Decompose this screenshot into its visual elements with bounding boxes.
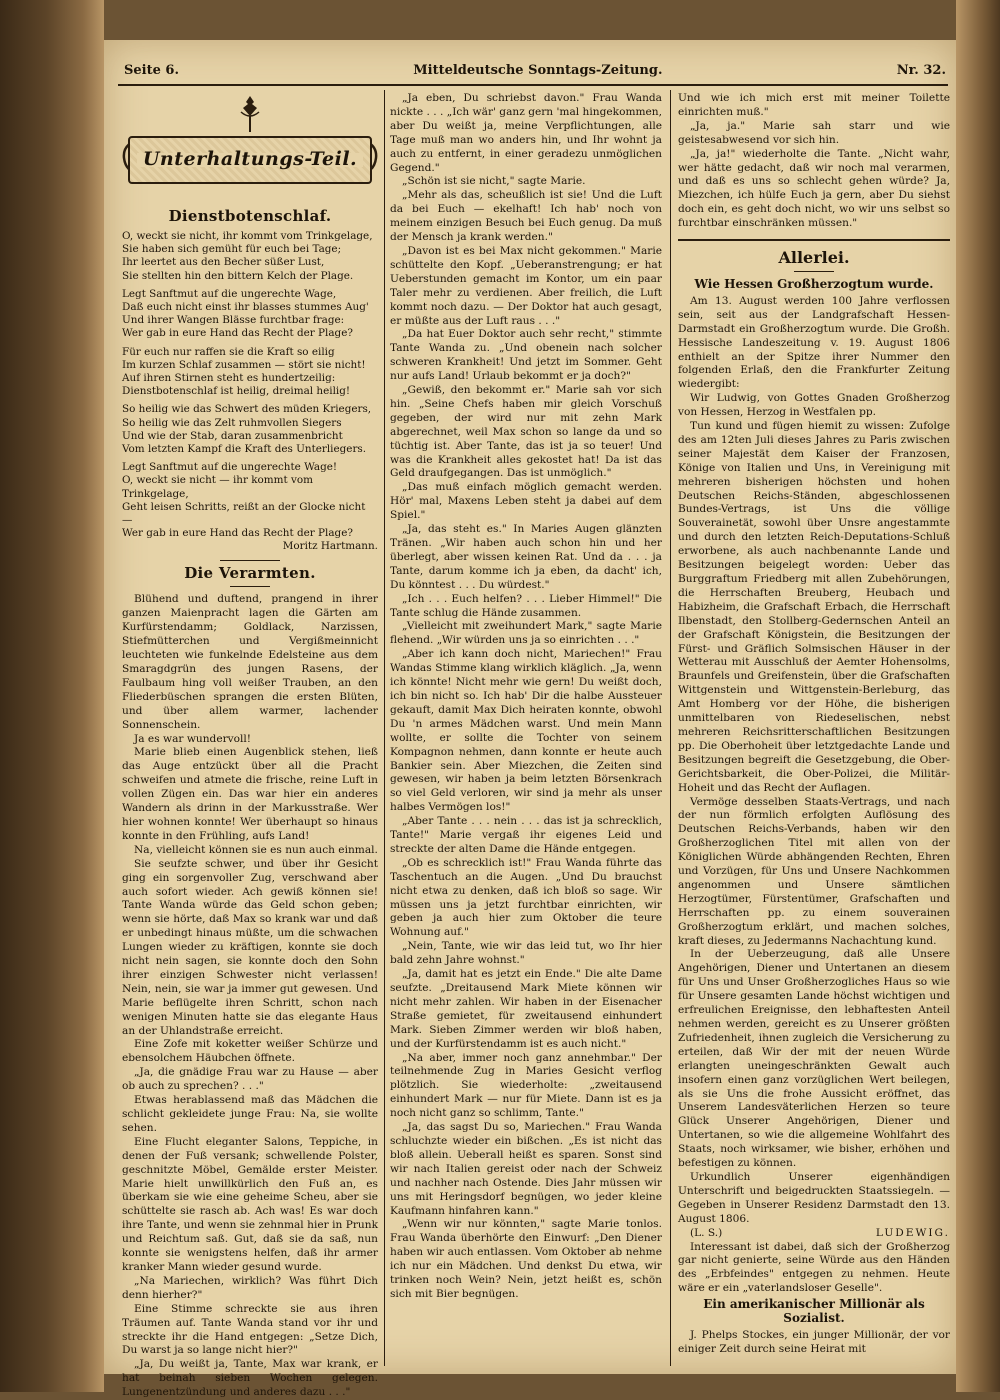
story-paragraph: Eine Stimme schreckte sie aus ihren Träumen auf. Tante Wanda stand vor ihr und streckte ihr die Hand entgegen: „Setze Dich, Du warst ja so lange nicht hier?" bbox=[122, 1302, 378, 1357]
story-paragraph: „Ich . . . Euch helfen? . . . Lieber Himmel!" Die Tante schlug die Hände zusammen. bbox=[390, 592, 662, 619]
page-edge bbox=[956, 0, 1000, 1392]
story-paragraph: „Wenn wir nur könnten," sagte Marie tonlos. Frau Wanda überhörte den Einwurf: „Den Diener haben wir auch entlassen. Vom Oktober ab nehme ich nur ein Mädchen. Und denkst Du etwa, wir trinken noch Wein? Nein, jetzt heißt es, schön sich mit Bier begnügen. bbox=[390, 1218, 662, 1300]
story-paragraph: „Mehr als das, scheußlich ist sie! Und die Luft da bei Euch — ekelhaft! Ich hab' noch von meinem einzigen Besuch bei Euch genug. Da muß der Mensch ja krank werden." bbox=[390, 189, 662, 244]
poem-line: So heilig wie das Schwert des müden Kriegers, bbox=[122, 403, 372, 416]
story-paragraph: „Ja, das sagst Du so, Mariechen." Frau Wanda schluchzte wieder ein bißchen. „Es ist nicht das bloß allein. Ueberall heißt es sparen. Sonst sind wir nach Italien gereist oder nach der Schweiz und nachher nach Ostende. Dies Jahr müssen wir uns mit Heringsdorf begnügen, wo jeder kleine Kaufmann hinfahren kann." bbox=[390, 1121, 662, 1217]
poem-title: Dienstbotenschlaf. bbox=[168, 207, 332, 225]
story-paragraph: „Ob es schrecklich ist!" Frau Wanda führte das Taschentuch an die Augen. „Und Du brauchst nicht etwa zu denken, daß ich bloß so sage. Wir müssen uns ja jetzt furchtbar einrichten, wir geben ja auch hier zum Oktober die teure Wohnung auf." bbox=[390, 856, 662, 939]
story-paragraph: „Na Mariechen, wirklich? Was führt Dich denn hierher?" bbox=[122, 1274, 378, 1301]
column-2 bbox=[390, 92, 662, 1366]
story-paragraph: Eine Flucht eleganter Salons, Teppiche, in denen der Fuß versank; schwellende Polster, geschnitzte Möbel, Gemälde erster Meister. Marie hielt unwillkürlich den Fuß an, es überkam sie wie eine geheime Scheu, aber sie schüttelte sie rasch ab. Ach was! Es war doch ihre Tante, und wenn sie zehnmal hier in Prunk und Reichtum saß. Gut, daß sie da saß, nun konnte sie wenigstens helfen, daß ihr armer kranker Mann wieder gesund wurde. bbox=[122, 1135, 378, 1273]
poem-line: Im kurzen Schlaf zusammen — stört sie nicht! bbox=[122, 358, 366, 371]
story-paragraph: „Das muß einfach möglich gemacht werden. Hör' mal, Maxens Leben steht ja dabei auf dem Spiel." bbox=[390, 481, 662, 522]
story-paragraph: „Ja eben, Du schriebst davon." Frau Wanda nickte . . . „Ich wär' ganz gern 'mal hingekommen, aber Du weißt ja, meine Verpflichtungen, alle Tage muß man wo anders hin, und Ihr wohnt ja auch zu entfernt, in einer geradezu unmöglichen Gegend." bbox=[390, 92, 662, 174]
newspaper-page bbox=[104, 40, 956, 1399]
poem-line: O, weckt sie nicht, ihr kommt vom Trinkgelage, bbox=[122, 229, 373, 242]
poem-stanza bbox=[122, 288, 378, 341]
section-divider bbox=[220, 560, 280, 561]
title-underline bbox=[230, 586, 270, 587]
poem-line: Sie stellten hin den bittern Kelch der Plage. bbox=[122, 269, 354, 282]
signature: LUDEWIG. bbox=[875, 1226, 950, 1239]
poem-line: Legt Sanftmut auf die ungerechte Wage! bbox=[122, 461, 338, 474]
article-paragraph: Interessant ist dabei, daß sich der Großherzog gar nicht genierte, seine Würde aus den Händen des „Erbfeindes" entgegen zu nehmen. Heute wäre er ein „vaterlandsloser Geselle". bbox=[678, 1240, 950, 1295]
header-rule bbox=[118, 84, 948, 86]
article-paragraph: In der Ueberzeugung, daß alle Unsere Angehörigen, Diener und Untertanen an diesem für Uns und Unser Großherzogliches Haus so wie für Unsere gesamten Lande höchst wichtigen und erfreulichen Ereignisse, den lebhaftesten Anteil nehmen werden, gereicht es zu Unserer größten Zufriedenheit, ihnen zugleich die Versicherung zu erteilen, daß Wir der mit der neuen Würde erlangten uneingeschränkten Gewalt auch insofern einen ganz vorzüglichen Wert beilegen, als sie Uns die frohe Aussicht eröffnet, das Unserem Landesväterlichen Herzen so teure Glück Unserer Angehörigen, Diener und Untertanen, so wie die allgemeine Wohlfahrt des Staats, noch wirksamer, wie bisher, erhöhen und befestigen zu können. bbox=[678, 948, 950, 1170]
column-rule-1 bbox=[384, 90, 385, 1366]
section-banner bbox=[122, 92, 378, 204]
issue-number: Nr. 32. bbox=[896, 62, 946, 78]
story-paragraph: Sie seufzte schwer, und über ihr Gesicht ging ein sorgenvoller Zug, verschwand aber auch sofort wieder. Ach gewiß können sie! Tante Wanda würde das Geld schon geben; wenn sie hörte, daß Max so krank war und daß er unbedingt hinaus müßte, um die schwachen Lungen wieder zu kräftigen, konnte sie doch nicht nein sagen, sie konnte doch den Sohn ihrer einzigen Schwester nicht verlassen! Nein, nein, sie war ja immer gut gewesen. Und Marie beflügelte ihren Schritt, schon nach wenigen Minuten hatte sie das elegante Haus an der Uhlandstraße erreicht. bbox=[122, 857, 378, 1037]
article-paragraph: Tun kund und fügen hiemit zu wissen: Zufolge des am 12ten Juli dieses Jahres zu Paris zwischen seiner Majestät dem Kaiser der Franzosen, Könige von Italien und Uns, in Vereinigung mit mehreren bisherigen höchsten und hohen Deutschen Reichs-Ständen, abgeschlossenen Bundes-Vertrags, ist Uns die völlige Souverainetät, sowohl über Unsre angestammte und durch den letzten Reich-Deputations-Schluß erworbene, als auch nachbenannte Lande und Besitzungen beigelegt worden: Ueber das Burggraftum Friedberg mit allen Zubehörungen, die Herrschaften Breuberg, Heubach und Habizheim, die Grafschaft Erbach, die Herrschaft Ilbenstadt, den Stollberg-Gedernschen Anteil an der Grafschaft Königstein, die Besitzungen der Fürst- und Gräflich Solmsischen Häuser in der Wetterau mit Ausschluß der Aemter Hohensolms, Braunfels und Greifenstein, über die Grafschaften Wittgenstein und Wittgenstein-Berleburg, das Amt Homberg vor der Höhe, die bisherigen unmittelbaren von Riedeselischen, nebst mehreren Reichsritterschaftlichen Besitzungen pp. Die Oberhoheit über letztgedachte Lande und Besitzungen begreift die Gesetzgebung, die Ober-Gerichtsbarkeit, die Ober-Polizei, die Militär-Hoheit und das Recht der Auflagen. bbox=[678, 420, 950, 794]
story-paragraph: „Ja, die gnädige Frau war zu Hause — aber ob auch zu sprechen? . . ." bbox=[122, 1066, 378, 1093]
poem-line: Und ihrer Wangen Blässe furchtbar frage: bbox=[122, 314, 345, 327]
poem-line: Daß euch nicht einst ihr blasses stummes Aug' bbox=[122, 300, 369, 313]
poem-line: Sie haben sich gemüht für euch bei Tage; bbox=[122, 243, 342, 256]
story-paragraph: „Na aber, immer noch ganz annehmbar." Der teilnehmende Zug in Maries Gesicht verflog plötzlich. Sie wiederholte: „zweitausend einhundert Mark — nur für Miete. Dann ist es ja noch nicht ganz so schlimm, Tante." bbox=[390, 1051, 662, 1120]
poem-line: Dienstbotenschlaf ist heilig, dreimal heilig! bbox=[122, 385, 351, 398]
article-paragraph: Urkundlich Unserer eigenhändigen Unterschrift und beigedruckten Staatssiegeln. — Gegeben in Unserer Residenz Darmstadt den 13. August 1806. bbox=[678, 1170, 950, 1225]
poem-stanza bbox=[122, 230, 378, 283]
poem-line: Legt Sanftmut auf die ungerechte Wage, bbox=[122, 287, 337, 300]
story-paragraph: „Davon ist es bei Max nicht gekommen." Marie schüttelte den Kopf. „Ueberanstrengung; er hat Ueberstunden gemacht im Kontor, um ein paar Taler mehr zu verdienen. Aber freilich, die Luft kommt noch dazu. — Der Doktor hat auch gesagt, er müßte aus der Luft raus . . ." bbox=[390, 244, 662, 327]
story-paragraph: Blühend und duftend, prangend in ihrer ganzen Maienpracht lagen die Gärten am Kurfürstendamm; Goldlack, Narzissen, Stiefmütterchen und Vergißmeinnicht leuchteten wie funkelnde Edelsteine aus dem Smaragdgrün des jungen Rasens, der Faulbaum hing voll weißer Trauben, an den Fliederbüschen sprangen die ersten Blüten, und über allem warmer, lachender Sonnenschein. bbox=[122, 593, 378, 731]
seal-mark: (L. S.) bbox=[690, 1226, 723, 1239]
story-paragraph: „Nein, Tante, wie wir das leid tut, wo Ihr hier bald zehn Jahre wohnst." bbox=[390, 940, 662, 967]
section-rule bbox=[678, 239, 950, 241]
poem bbox=[122, 230, 378, 554]
poem-line: O, weckt sie nicht — ihr kommt vom Trinkgelage, bbox=[122, 474, 313, 500]
story-paragraph: Marie blieb einen Augenblick stehen, ließ das Auge entzückt über all die Pracht schweifen und atmete die frische, reine Luft in vollen Zügen ein. Das war hier ein anderes Wandern als drinn in der Markusstraße. Wer hier wohnen konnte! Wer überhaupt so hinaus konnte in den Frühling, aufs Land! bbox=[122, 746, 378, 842]
section-heading: Allerlei. bbox=[778, 248, 850, 268]
poem-line: Vom letzten Kampf die Kraft des Unterliegers. bbox=[122, 442, 367, 455]
story-paragraph: „Ja, ja." Marie sah starr und wie geistesabwesend vor sich hin. bbox=[678, 119, 950, 146]
poem-line: Geht leisen Schritts, reißt an der Glocke nicht — bbox=[122, 500, 366, 526]
banner-frame bbox=[128, 136, 372, 184]
story-paragraph: Na, vielleicht können sie es nun auch einmal. bbox=[134, 843, 378, 856]
article-paragraph: J. Phelps Stockes, ein junger Millionär, der vor einiger Zeit durch seine Heirat mit bbox=[678, 1328, 950, 1355]
article-title: Ein amerikanischer Millionär als Sozialist. bbox=[703, 1297, 925, 1326]
poem-stanza bbox=[122, 346, 378, 399]
poem-line: Und wie der Stab, daran zusammenbricht bbox=[122, 429, 343, 442]
story-paragraph: Und wie ich mich erst mit meiner Toilette einrichten muß." bbox=[678, 92, 950, 118]
story-paragraph: „Vielleicht mit zweihundert Mark," sagte Marie flehend. „Wir würden uns ja so einrichten . . ." bbox=[390, 620, 662, 647]
story-paragraph: „Schön ist sie nicht," sagte Marie. bbox=[402, 175, 586, 188]
article-title: Wie Hessen Großherzogtum wurde. bbox=[694, 276, 934, 291]
poem-line: Wer gab in eure Hand das Recht der Plage? bbox=[122, 527, 353, 540]
poem-line: Für euch nur raffen sie die Kraft so eilig bbox=[122, 345, 335, 358]
page-number: Seite 6. bbox=[124, 62, 179, 78]
poem-stanza bbox=[122, 461, 378, 553]
poem-line: Wer gab in eure Hand das Recht der Plage? bbox=[122, 327, 353, 340]
story-paragraph: „Aber Tante . . . nein . . . das ist ja schrecklich, Tante!" Marie vergaß ihr eigenes Leid und streckte der alten Dame die Hände entgegen. bbox=[390, 815, 662, 855]
heading-underline bbox=[794, 271, 834, 272]
story-paragraph: Eine Zofe mit koketter weißer Schürze und ebensolchem Häubchen öffnete. bbox=[122, 1038, 378, 1065]
section-title: Unterhaltungs-Teil. bbox=[137, 153, 363, 167]
column-3 bbox=[678, 92, 950, 1366]
article-paragraph: Vermöge desselben Staats-Vertrags, und nach der nun förmlich erfolgten Auflösung des Deutschen Reichs-Verbands, haben wir den Großherzoglichen Titel mit allen von der Königlichen Würde abhängenden Rechten, Ehren und Vorzügen, für Uns und Unsere Nachkommen angenommen und Unsere sämtlichen Herzogtümer, Fürstentümer, Grafschaften und Herrschaften pp. zu einem souverainen Großherzogtum erklärt, und machen solches, kraft dieses, zu Jedermanns Nachachtung kund. bbox=[678, 795, 950, 947]
book-spine bbox=[0, 0, 104, 1392]
lamp-ornament-icon bbox=[237, 94, 263, 134]
story-paragraph: Etwas herablassend maß das Mädchen die schlicht gekleidete junge Frau: Na, sie wollte sehen. bbox=[122, 1094, 378, 1134]
newspaper-name: Mitteldeutsche Sonntags-Zeitung. bbox=[413, 62, 663, 78]
story-paragraph: „Ja, damit hat es jetzt ein Ende." Die alte Dame seufzte. „Dreitausend Mark Miete können wir nicht mehr zahlen. Wir haben in der Eisenacher Straße gemietet, für zweitausend einhundert Mark. Sieben Zimmer werden wir bloß haben, und der Kurfürstendamm ist es auch nicht." bbox=[390, 968, 662, 1050]
page-header bbox=[124, 60, 946, 80]
story-paragraph: „Ja, das steht es." In Maries Augen glänzten Tränen. „Wir haben auch schon hin und her überlegt, aber wissen keinen Rat. Und da . . . ja Tante, darum komme ich ja eben, da dacht' ich, Du könntest . . . Du würdest." bbox=[390, 523, 662, 591]
article-paragraph: Wir Ludwig, von Gottes Gnaden Großherzog von Hessen, Herzog in Westfalen pp. bbox=[678, 392, 950, 419]
poem-line: So heilig wie das Zelt ruhmvollen Siegers bbox=[122, 416, 342, 429]
article-paragraph: Am 13. August werden 100 Jahre verflossen sein, seit aus der Landgrafschaft Hessen-Darmstadt ein Großherzogtum wurde. Die Großh. Hessische Landeszeitung v. 19. August 1806 enthielt an der Spitze ihrer Nummer den folgenden Erlaß, den die Frankfurter Zeitung wiedergibt: bbox=[678, 294, 950, 391]
story-paragraph: „Gewiß, den bekommt er." Marie sah vor sich hin. „Seine Chefs haben mir gleich Vorschuß gegeben, der wird nur mit zehn Mark abgerechnet, weil Max schon so lange da und so tüchtig ist. Aber Tante, das ist ja so teuer! Und was die Krankheit alles gekostet hat! Da ist das Geld draufgegangen. Das ist unmöglich." bbox=[390, 384, 662, 480]
poem-author: Moritz Hartmann. bbox=[282, 540, 378, 553]
poem-stanza bbox=[122, 403, 378, 456]
column-1 bbox=[122, 92, 378, 1399]
signature-line bbox=[678, 1227, 950, 1241]
story-paragraph: „Ja, Du weißt ja, Tante, Max war krank, er hat beinah sieben Wochen gelegen. Lungenentzündung und anderes dazu . . ." bbox=[122, 1358, 378, 1399]
story-paragraph: „Aber ich kann doch nicht, Mariechen!" Frau Wandas Stimme klang wirklich kläglich. „Ja, wenn ich könnte! Nicht mehr wie gern! Du weißt doch, ich bin nicht so. Ich hab' Dir die halbe Aussteuer gekauft, damit Max Dich heiraten konnte, obwohl Du 'n armes Mädchen warst. Und mein Mann wollte, er sollte die Tochter von seinem Kompagnon nehmen, dann konnte er heute auch Bankier sein. Aber Miezchen, die Zeiten sind gewesen, wir haben ja beim letzten Börsenkrach so viel Geld verloren, wir sind ja mehr als unser halbes Vermögen los!" bbox=[390, 648, 662, 814]
story-paragraph: „Ja, ja!" wiederholte die Tante. „Nicht wahr, wer hätte gedacht, daß wir noch mal verarmen, und daß es uns so schlecht gehen würde? Ja, Miezchen, ich hülfe Euch ja gern, aber Du siehst doch ein, es geht doch nicht, wo wir uns selbst so furchtbar einschränken müssen." bbox=[678, 147, 950, 230]
story-title: Die Verarmten. bbox=[184, 563, 316, 582]
column-rule-2 bbox=[670, 90, 671, 1366]
poem-line: Auf ihren Stirnen steht es hundertzeilig: bbox=[122, 371, 336, 384]
story-paragraph: „Da hat Euer Doktor auch sehr recht," stimmte Tante Wanda zu. „Und obenein nach solcher schweren Krankheit! Und jetzt im Sommer. Geht nur aufs Land! Urlaub bekommt er ja doch?" bbox=[390, 328, 662, 383]
story-paragraph: Ja es war wundervoll! bbox=[134, 732, 252, 745]
poem-line: Ihr leertet aus den Becher süßer Lust, bbox=[122, 256, 325, 269]
